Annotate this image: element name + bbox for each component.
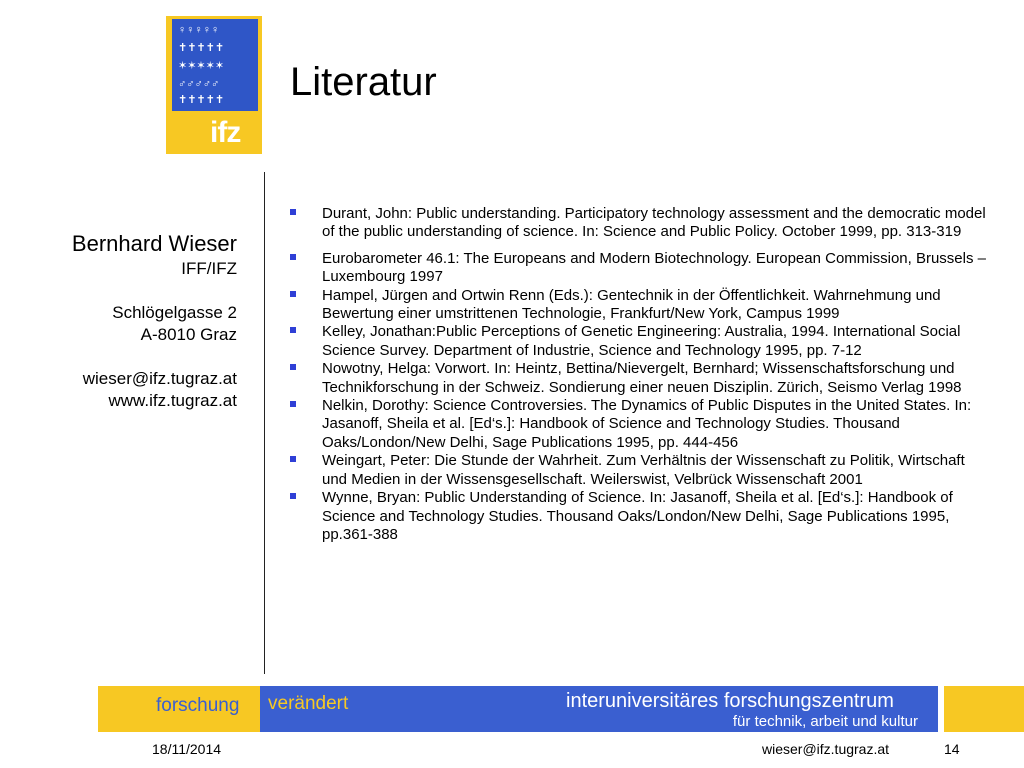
reference-list (288, 205, 988, 544)
bullet-icon (290, 456, 296, 462)
bullet-icon (290, 493, 296, 499)
vertical-divider (264, 172, 265, 674)
reference-item: Eurobarometer 46.1: The Europeans and Modern Biotechnology. European Commission, Brussels – Luxembourg 1997 (288, 250, 988, 287)
logo-figure-panel (166, 16, 262, 112)
page-title: Literatur (290, 60, 437, 104)
logo-text: ifz (210, 116, 241, 149)
contact-email[interactable]: wieser@ifz.tugraz.at (82, 369, 237, 388)
reference-item: Kelley, Jonathan:Public Perceptions of Genetic Engineering: Australia, 1994. International Social Science Survey. Department of Industrie, Science and Technology 1995, pp. 7-12 (288, 323, 988, 360)
bullet-icon (290, 364, 296, 370)
banner-forschung (98, 686, 260, 732)
reference-item: Weingart, Peter: Die Stunde der Wahrheit. Zum Verhältnis der Wissenschaft zu Politik, Wirtschaft und Medien in der Wissensgesellschaft. Weilerswist, Velbrück Wissenschaft 2001 (288, 452, 988, 489)
banner-institute-line1: interuniversitäres forschungszentrum (566, 690, 894, 712)
logo-figure-icon: ♀♀♀♀♀ (178, 24, 220, 36)
city-address: A-8010 Graz (140, 325, 237, 344)
reference-item: Hampel, Jürgen and Ortwin Renn (Eds.): Gentechnik in der Öffentlichkeit. Wahrnehmung und Bewertung einer umstrittenen Technologie, Frankfurt/New York, Campus 1999 (288, 287, 988, 324)
banner-right-accent (944, 686, 1024, 732)
page-number: 14 (944, 741, 960, 757)
banner-veraendert (260, 686, 560, 732)
footer-email: wieser@ifz.tugraz.at (762, 741, 890, 757)
bullet-icon (290, 291, 296, 297)
banner-spacer (0, 686, 98, 732)
logo-figure-icon: ✝✝✝✝✝ (178, 94, 225, 106)
ifz-logo (166, 16, 262, 154)
footer-banner (0, 686, 1024, 732)
banner-institute (560, 686, 938, 732)
bullet-icon (290, 401, 296, 407)
bullet-icon (290, 327, 296, 333)
reference-item: Wynne, Bryan: Public Understanding of Science. In: Jasanoff, Sheila et al. [Ed‘s.]: Handbook of Science and Technology Studies. Thousand Oaks/London/New Delhi, Sage Publications 1995, pp.361-388 (288, 489, 988, 544)
bullet-icon (290, 254, 296, 260)
logo-figure-icon: ✶✶✶✶✶ (178, 60, 225, 72)
reference-item: Durant, John: Public understanding. Participatory technology assessment and the democratic model of the public understanding of science. In: Science and Public Policy. October 1999, pp. 313-319 (288, 205, 988, 242)
street-address: Schlögelgasse 2 (112, 303, 237, 322)
author-org: IFF/IFZ (181, 259, 237, 278)
contact-website[interactable]: www.ifz.tugraz.at (108, 391, 237, 410)
banner-veraendert-text: verändert (268, 693, 349, 714)
bullet-icon (290, 209, 296, 215)
reference-item: Nelkin, Dorothy: Science Controversies. The Dynamics of Public Disputes in the United States. In: Jasanoff, Sheila et al. [Ed‘s.]: Handbook of Science and Technology Studies. Thousand Oaks/London/New Delhi, Sage Publications 1995, pp. 444-456 (288, 397, 988, 452)
logo-figure-grid (172, 19, 258, 111)
author-name: Bernhard Wieser (71, 231, 237, 256)
logo-figure-icon: ✝✝✝✝✝ (178, 42, 225, 54)
logo-figure-icon: ♂♂♂♂♂ (178, 78, 220, 90)
footer-date: 18/11/2014 (152, 741, 222, 757)
contact-block (7, 230, 237, 412)
banner-forschung-text: forschung (156, 695, 240, 716)
banner-institute-line2: für technik, arbeit und kultur (732, 713, 918, 730)
reference-item: Nowotny, Helga: Vorwort. In: Heintz, Bettina/Nievergelt, Bernhard; Wissenschaftsforschung und Technikforschung in der Schweiz. Sondierung einer neuen Disziplin. Zürich, Seismo Verlag 1998 (288, 360, 988, 397)
